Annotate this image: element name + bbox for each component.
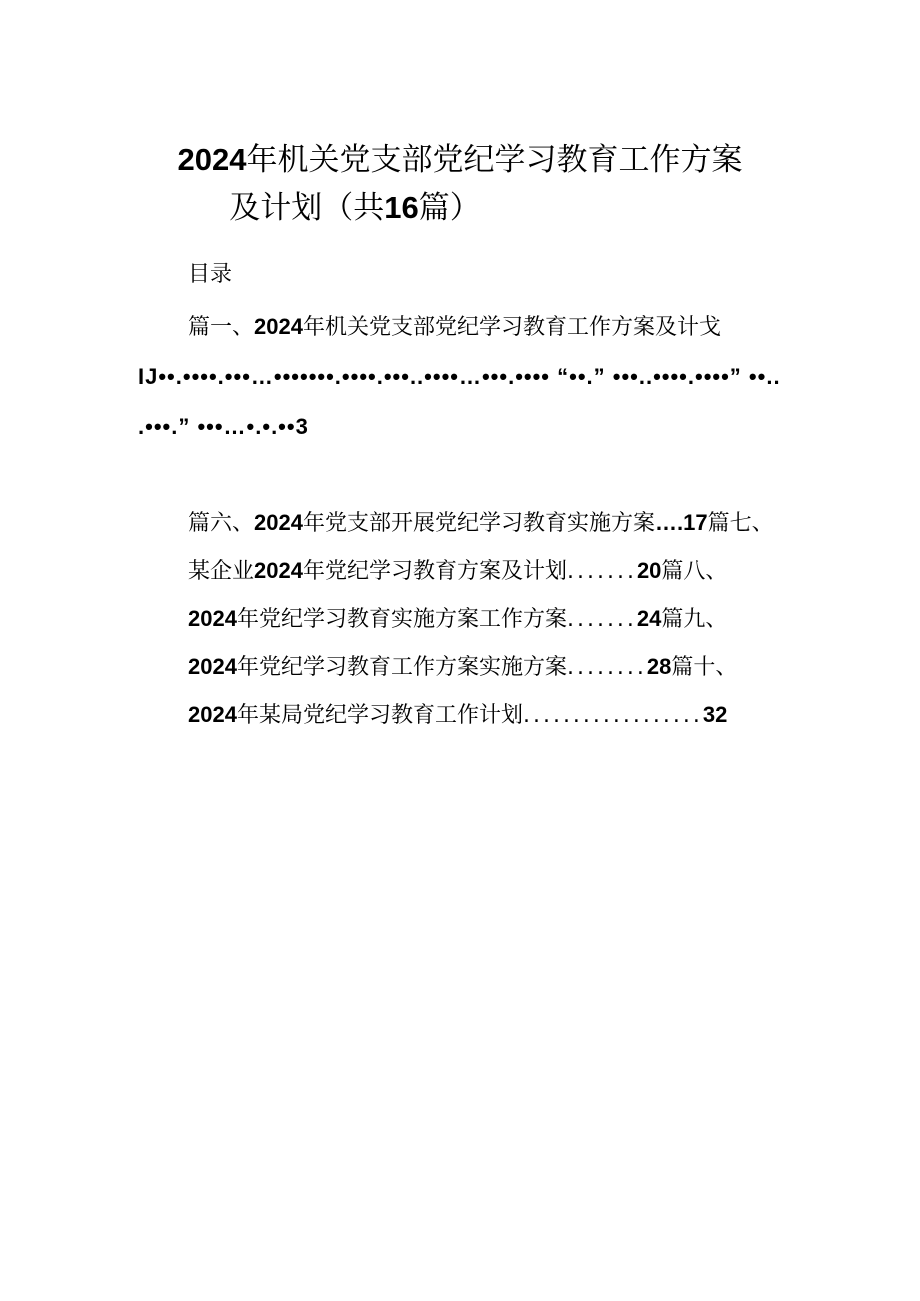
- document-title-line2: [0, 188, 710, 228]
- document-title-line1: [0, 140, 920, 180]
- title-year: 2024: [177, 142, 247, 177]
- toc-page: 32: [702, 702, 728, 727]
- toc-label: 目录: [188, 262, 233, 287]
- toc-page: 28: [646, 654, 672, 679]
- toc-dots: ..................: [522, 703, 703, 728]
- toc-text: 年党支部开展党纪学习教育实施方案: [302, 511, 655, 536]
- toc-line-3: .•••.” •••…•.•.••3: [138, 414, 309, 439]
- toc-year: 2024: [254, 510, 303, 535]
- toc-text: 年某局党纪学习教育工作计划: [236, 703, 523, 728]
- toc-line-6: [188, 604, 727, 635]
- toc-next: 篇十、: [671, 655, 738, 680]
- toc-line-4: [188, 508, 774, 539]
- toc-line-1: [188, 312, 721, 343]
- toc-line-8: [188, 700, 727, 731]
- toc-line-7: [188, 652, 737, 683]
- toc-text-a: 某企业: [188, 559, 255, 584]
- toc-text: 年党纪学习教育工作方案实施方案: [236, 655, 567, 680]
- title-text-b: 篇）: [418, 190, 481, 226]
- toc-next: 篇七、: [707, 511, 774, 536]
- toc-text: 年党纪学习教育实施方案工作方案: [236, 607, 567, 632]
- toc-next: 篇九、: [661, 607, 728, 632]
- toc-page: 17: [683, 510, 708, 535]
- toc-prefix: 篇一、: [188, 315, 255, 340]
- toc-text: 年机关党支部党纪学习教育工作方案及计戈: [302, 315, 721, 340]
- toc-dots: ….: [654, 510, 684, 535]
- title-text: 年机关党支部党纪学习教育工作方案: [246, 142, 743, 178]
- toc-page: 24: [636, 606, 662, 631]
- toc-line-5: [188, 556, 727, 587]
- toc-dots: ........: [566, 655, 647, 680]
- toc-page: 20: [636, 558, 662, 583]
- toc-year: 2024: [254, 314, 303, 339]
- toc-year: 2024: [188, 702, 237, 727]
- toc-line-2: IJ••.••••.•••…•••••••.••••.•••..••••…•••.•••• “••.” •••..••••.••••” ••..: [138, 364, 781, 389]
- toc-year: 2024: [188, 654, 237, 679]
- toc-prefix: 篇六、: [188, 511, 255, 536]
- toc-dots: .......: [566, 559, 637, 584]
- title-text-a: 及计划（共: [229, 190, 385, 226]
- toc-dots: .......: [566, 607, 637, 632]
- title-count: 16: [384, 190, 419, 225]
- toc-text: 年党纪学习教育方案及计划: [302, 559, 567, 584]
- toc-year: 2024: [188, 606, 237, 631]
- toc-year: 2024: [254, 558, 303, 583]
- toc-next: 篇八、: [661, 559, 728, 584]
